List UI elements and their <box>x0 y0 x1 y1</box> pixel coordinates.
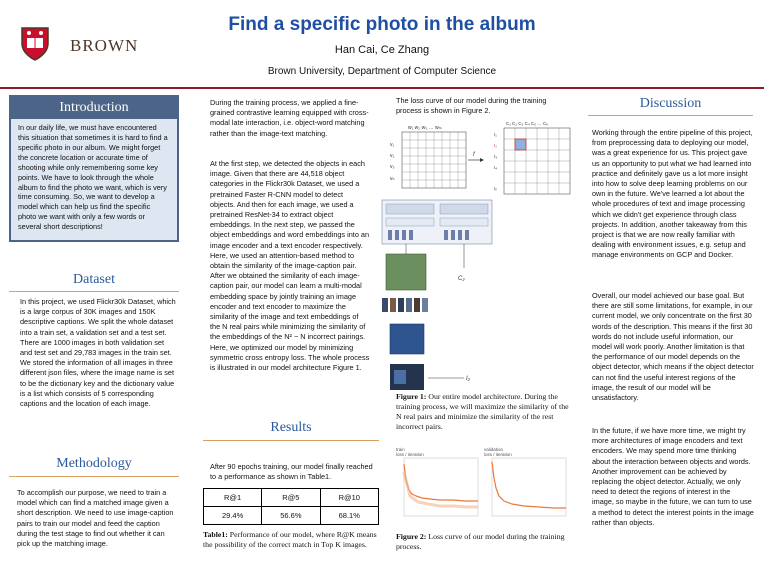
svg-text:I₁: I₁ <box>494 132 497 137</box>
table-header-row <box>204 489 379 507</box>
figure1-caption <box>396 392 571 433</box>
label-f: f <box>473 152 475 158</box>
svg-text:w₁ w₂ w₃ … wₘ: w₁ w₂ w₃ … wₘ <box>408 125 442 131</box>
svg-text:v₂: v₂ <box>390 153 395 159</box>
figure1-label: Figure 1: <box>396 392 427 401</box>
methodology-rule <box>9 476 179 477</box>
validation-loss-plot <box>484 452 568 524</box>
results-heading: Results <box>270 420 312 435</box>
figure1-text: Our entire model architecture. During the training process, we will maximize the similarity of the N real pairs and minimize the similarity of the rest incorrect pairs. <box>396 392 569 432</box>
architecture-diagram <box>372 120 572 394</box>
training-paragraph-2: At the first step, we detected the objects in each image. Given that there are 44,518 object categories in the Flickr30k Dataset, we used a pretrained Faster R-CNN model to detect objects. And then for each image, we used a pretrained ResNet-34 to extract object embeddings. In the next step, we passed the object embeddings and word embeddings into an image encoder and a text encoder respectively. Here, we used an attention-based method to obtain the similarity of the image-caption pair. After we obtained the similarity of each image-caption pair, our model can learn a multi-modal embedding space by jointly training an image encoder and text encoder to maximize the similarity of the image and text embeddings of the N real pairs while minimizing the similarity of the embeddings of the N² − N incorrect pairings. Here, we optimized our model by minimizing symmetric cross entropy loss. The whole process is illustrated in our model architecture Figure 1. <box>210 159 370 373</box>
discussion-paragraph-3: In the future, if we have more time, we might try more architectures of image encoders and text encoders. We may spend more time thinking about the interaction between objects and words. Another improvement can be achieved by replacing the object detector. Actually, we only need to detect the regions of interest in the image, so maybe in the future, we can turn to use a method to detect the interest points in the image rather than objects. <box>592 426 754 527</box>
label-i2: I₂ <box>466 376 470 382</box>
discussion-paragraph-1: Working through the entire pipeline of this project, from preprocessing data to deploying our model, was a great experience for us. This project gave us an opportunity to put what we had learned into practice and definitely gave us a lot more insight into how to solve deep learning problems on our own in the future. We've learned a lot about the whole procedures of text and image processing which we didn't get experience through class projects. In addition, another takeaway from this project is that we are now really familiar with dealing with environment issues, e.g. setup and manage environments on GCP and Docker. <box>592 128 753 260</box>
dataset-text: In this project, we used Flickr30k Dataset, which is a large corpus of 30K images and 150K descriptive captions. We split the whole dataset into a train set, a validation set and a test set. There are 1000 images in both validation set and test set and 29,783 images in the train set. We stored the information of all images in three different json files, where the image name is set to be the dictionary key and the dictionary value is a list which consists of 5 corresponding captions and the location of each image. <box>20 297 176 409</box>
logo-text: BROWN <box>70 36 139 55</box>
svg-text:Iₚ: Iₚ <box>494 186 498 191</box>
figures-intro-line: The loss curve of our model during the training process is shown in Figure 2. <box>396 96 547 116</box>
figure2-label: Figure 2: <box>396 532 427 541</box>
results-rule <box>203 440 379 441</box>
introduction-box <box>9 95 179 242</box>
photo-detail <box>394 370 406 384</box>
discussion-paragraph-2: Overall, our model achieved our base goal. But there are still some limitations, for example, in our current model, we only concentrate on the first 30 words of the description. This means if the first 30 words do not include useful information, our model will work poorly. Another limitation is that the performance of our model depends on the object detector, which means if the object detector can not find the useful interest regions of the image, the result of our model will be unsatisfactory. <box>592 291 754 403</box>
table-cell: 29.4% <box>204 507 262 525</box>
object-crops <box>382 298 428 312</box>
dataset-heading: Dataset <box>73 272 115 287</box>
svg-text:v₃: v₃ <box>390 164 395 170</box>
visual-projection <box>386 218 434 226</box>
svg-text:I₂: I₂ <box>494 143 497 148</box>
figure2-caption <box>396 532 571 552</box>
svg-text:I₄: I₄ <box>494 165 498 170</box>
svg-text:I₃: I₃ <box>494 154 498 159</box>
discussion-rule <box>588 115 753 116</box>
svg-text:v₁: v₁ <box>390 142 395 148</box>
affiliation: Brown University, Department of Computer Science <box>267 66 497 77</box>
svg-text:C₁ C₂ C₃ C₄ C₅ … Cₚ: C₁ C₂ C₃ C₄ C₅ … Cₚ <box>506 121 549 126</box>
train-plot-title: train loss / iteration <box>396 447 424 457</box>
f-arrow-head <box>480 158 484 162</box>
table-row <box>204 507 379 525</box>
image-encoder <box>386 204 434 214</box>
similarity-matrix <box>494 121 570 194</box>
label-c2: C₂ <box>458 276 465 282</box>
table-cell: 68.1% <box>320 507 379 525</box>
figure2-text: Loss curve of our model during the training process. <box>396 532 565 552</box>
val-plot-title: validation loss / iteration <box>484 447 512 457</box>
resnet-block <box>386 254 426 290</box>
table-header-cell: R@10 <box>320 489 379 507</box>
introduction-text: In our daily life, we must have encountered this situation that sometimes it is hard to find a specific photo in our album. We might forget the concrete location or accurate time of shooting while only remembering some key points. We have to look through the whole album to find the photo we want, which is very time consuming. So, we want to develop a model which can help us find the specific photo we want with only a few words or several short descriptions! <box>18 123 168 232</box>
table-header-cell: R@5 <box>262 489 320 507</box>
text-encoder <box>440 204 488 214</box>
methodology-heading: Methodology <box>56 456 132 471</box>
table-caption-text: Performance of our model, where R@K means the possibility of the correct match in Top K images. <box>203 530 377 550</box>
authors: Han Cai, Ce Zhang <box>334 44 430 56</box>
discussion-heading: Discussion <box>639 96 702 111</box>
training-paragraph-1: During the training process, we applied a fine-grained contrastive learning equipped with cross-modal late interaction, i.e. object-word matching rather than the image-text matching. <box>210 98 369 138</box>
introduction-heading: Introduction <box>11 97 177 119</box>
dataset-rule <box>9 291 179 292</box>
table-cell: 56.6% <box>262 507 320 525</box>
token-embedding <box>440 218 488 226</box>
results-table <box>203 488 379 525</box>
table-caption-label: Table1: <box>203 530 228 539</box>
table-header-cell: R@1 <box>204 489 262 507</box>
methodology-text: To accomplish our purpose, we need to train a model which can find a matched image given a short description. We need to use image-caption pairs to train our model and feed the caption during the test stage to find out whether it can pick up the matching image. <box>17 488 174 549</box>
svg-text:vₙ: vₙ <box>390 176 395 182</box>
results-text: After 90 epochs training, our model finally reached to a performance as shown in Table1. <box>210 462 373 482</box>
poster-title: Find a specific photo in the album <box>228 14 536 35</box>
table-caption <box>203 530 379 550</box>
text-matrix <box>390 125 466 188</box>
train-loss-plot <box>396 452 480 524</box>
detector-block <box>390 324 424 354</box>
header-divider <box>0 87 764 89</box>
